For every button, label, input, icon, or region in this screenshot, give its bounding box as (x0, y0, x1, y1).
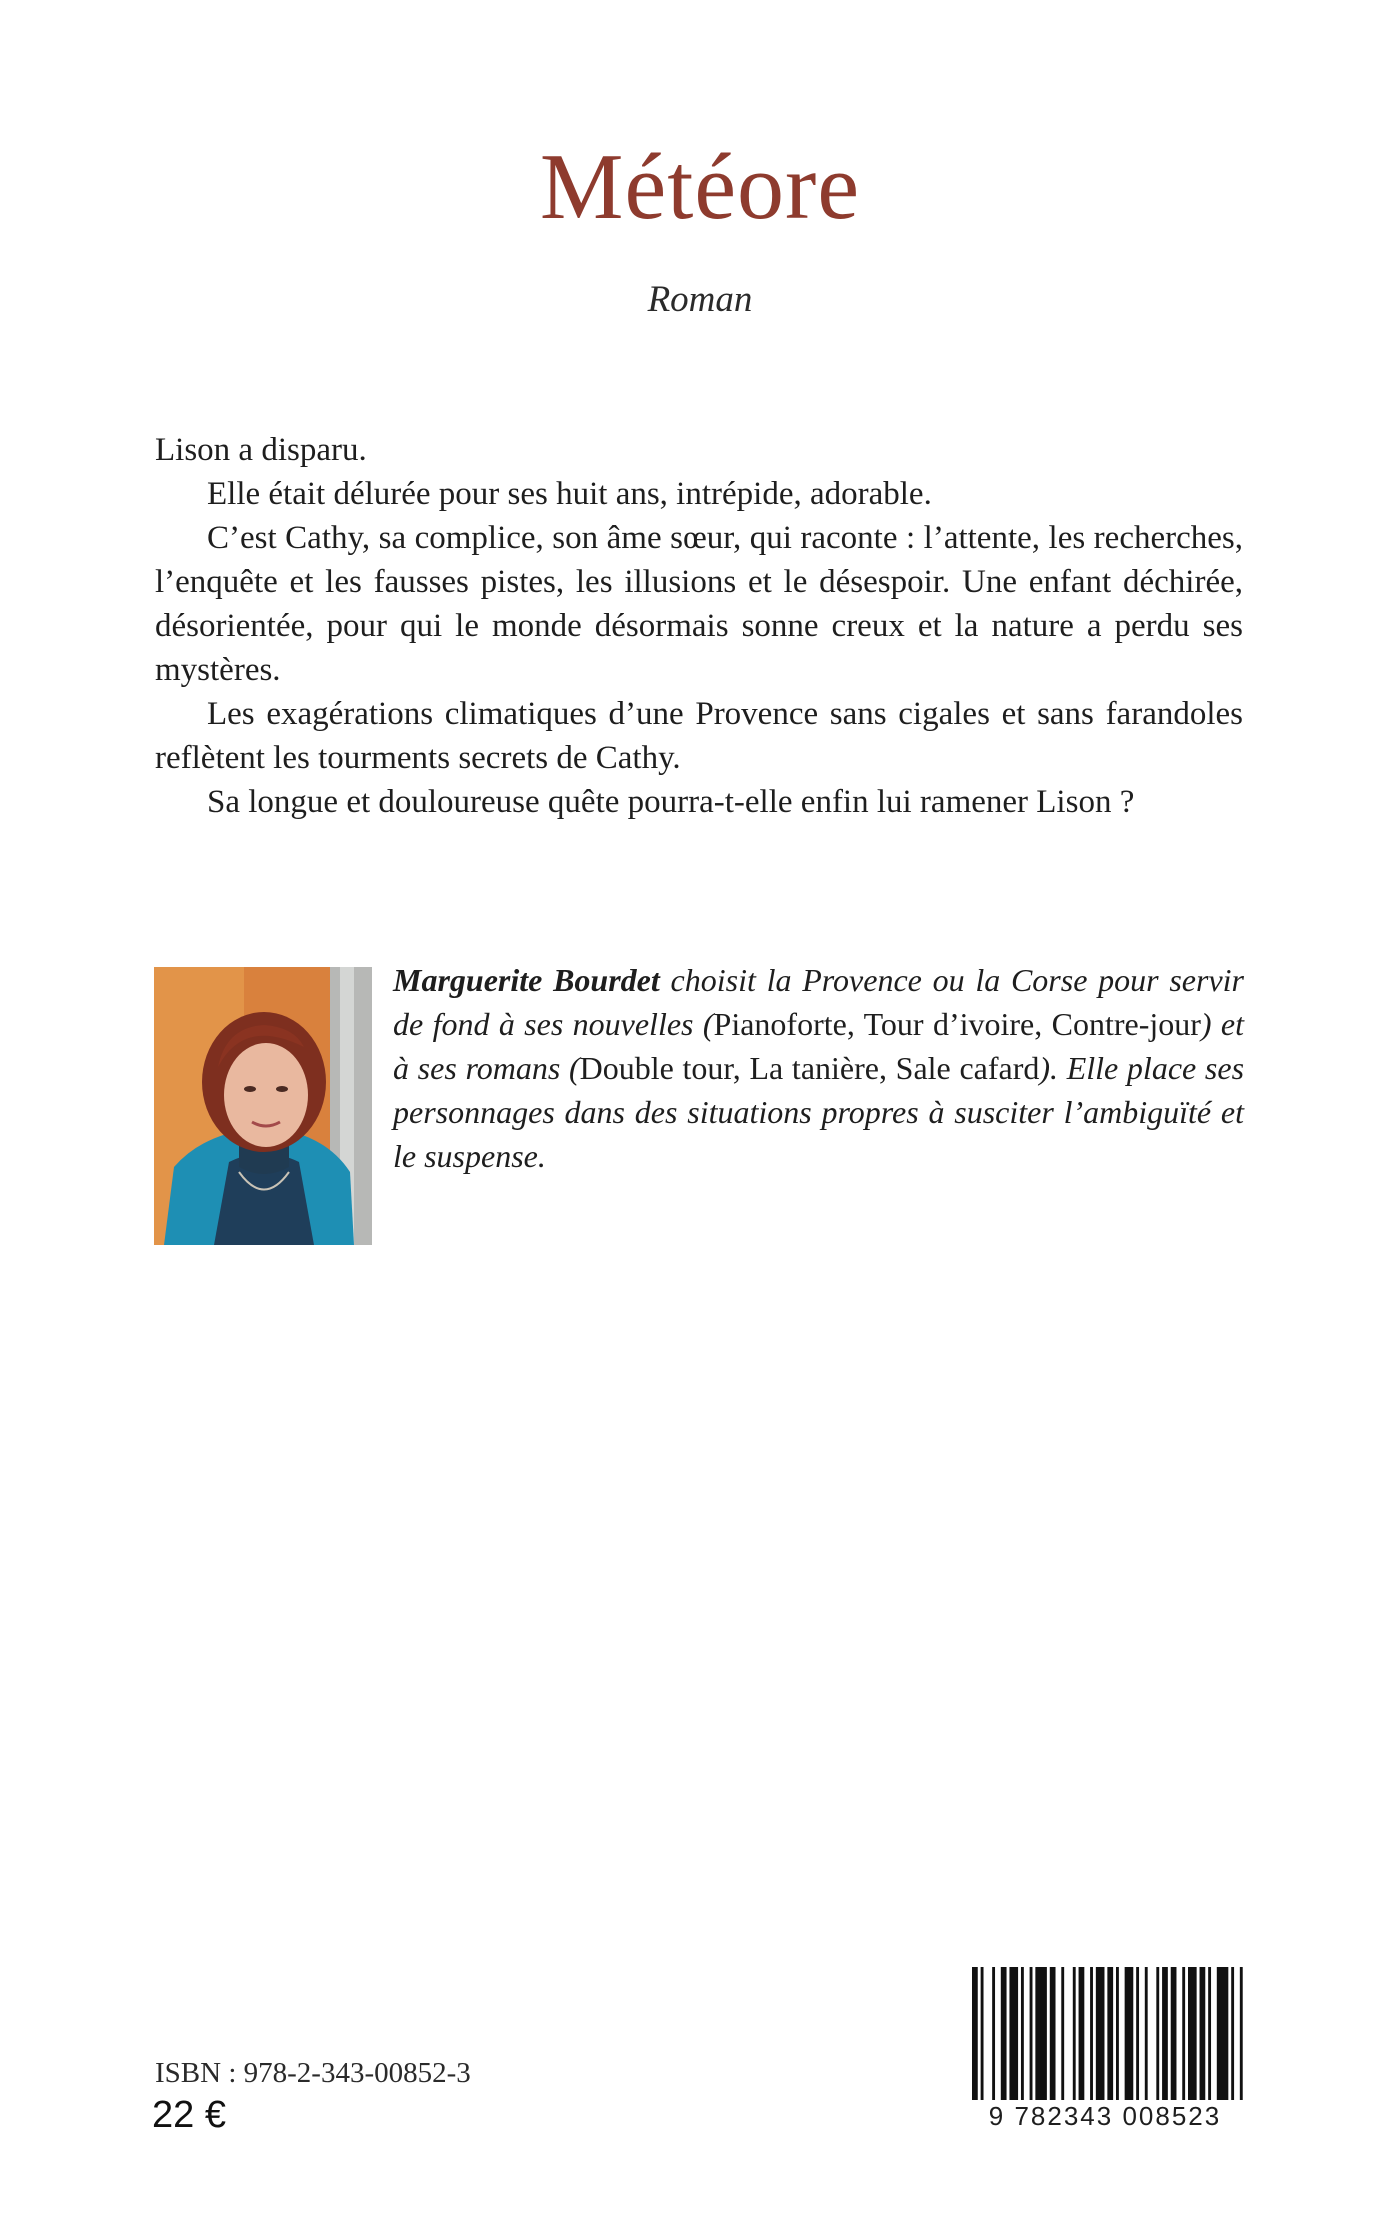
blurb-paragraph: Elle était délurée pour ses huit ans, intrépide, adorable. (207, 476, 932, 512)
bio-text-part: ). Elle place ses personnages dans des situations propres à susciter l’ambiguïté et le suspense. (393, 1050, 1245, 1174)
barcode-digits: 9 782343 008523 (960, 2100, 1250, 2132)
back-cover-blurb (155, 428, 1243, 824)
book-title: Météore (539, 135, 861, 239)
blurb-paragraph: Lison a disparu. (155, 432, 367, 468)
blurb-paragraph: Sa longue et douloureuse quête pourra-t-elle enfin lui ramener Lison ? (207, 784, 1135, 820)
blurb-paragraph: Les exagérations climatiques d’une Provence sans cigales et sans farandoles reflètent les tourments secrets de Cathy. (155, 696, 1243, 776)
barcode (960, 1967, 1250, 2132)
book-genre: Roman (647, 279, 753, 320)
short-story-titles: Pianoforte, Tour d’ivoire, Contre-jour (713, 1006, 1201, 1042)
blurb-paragraph: C’est Cathy, sa complice, son âme sœur, qui raconte : l’attente, les recherches, l’enquête et les fausses pistes, les illusions et le désespoir. Une enfant déchirée, désorientée, pour qui le monde désormais sonne creux et la nature a perdu ses mystères. (155, 520, 1243, 688)
author-photo (154, 967, 372, 1245)
author-biography (393, 958, 1244, 1178)
isbn: ISBN : 978-2-343-00852-3 (155, 2057, 471, 2089)
novel-titles: Double tour, La tanière, Sale cafard (579, 1050, 1040, 1086)
bio-text-part: choisit la Provence ou la Corse pour servir de fond à ses nouvelles ( (393, 962, 1245, 1042)
author-name: Marguerite Bourdet (393, 962, 660, 998)
bio-text-part: ) et à ses romans ( (393, 1006, 1245, 1086)
price: 22 € (152, 2094, 226, 2136)
